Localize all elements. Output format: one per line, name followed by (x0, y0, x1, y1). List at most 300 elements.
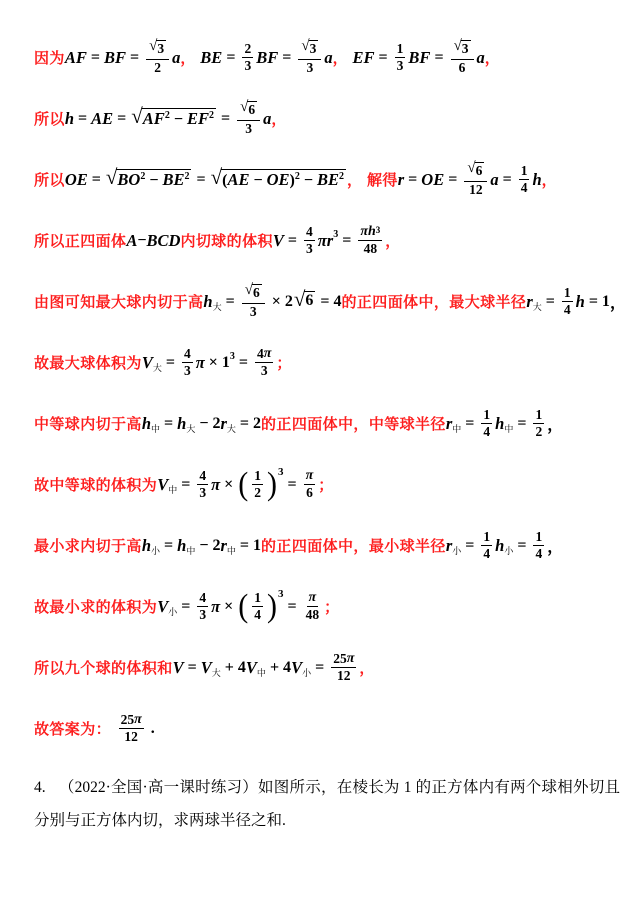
superscript: 2 (164, 110, 170, 121)
math-var: BF (103, 47, 126, 67)
cn-text: 所以 (34, 172, 65, 189)
math-text: 3 (396, 58, 404, 73)
math-var: π (346, 650, 355, 666)
denominator (304, 60, 315, 75)
numerator (464, 162, 487, 182)
fraction (146, 40, 169, 75)
formula-line-4 (34, 210, 622, 271)
math-text: 3 (245, 120, 252, 136)
math-text: ， (609, 295, 626, 312)
subscript: 中 (504, 424, 514, 434)
math-text: . (146, 719, 155, 737)
cn-text: 故最小求的体积为 (34, 599, 158, 616)
math-text: ， (547, 417, 564, 434)
cn-text: ， (180, 50, 201, 67)
denominator (395, 58, 406, 73)
math-var: r (397, 169, 405, 189)
denominator (335, 668, 353, 683)
fraction (197, 591, 208, 622)
math-var: AF (142, 109, 165, 128)
formula-line-7 (34, 393, 622, 454)
math-text: 48 (363, 241, 378, 257)
math-text: − 2 (195, 414, 221, 432)
math-var: π (263, 345, 272, 361)
math-var: V (291, 657, 303, 677)
subscript: 大 (532, 302, 542, 312)
math-var: h (64, 108, 74, 128)
numerator (562, 286, 573, 302)
math-var: r (445, 413, 453, 433)
math-text: 12 (469, 181, 483, 197)
math-var: BF (256, 47, 279, 67)
numerator (242, 42, 253, 58)
cn-text: 所以九个球的体积和 (34, 660, 173, 677)
fraction (533, 530, 544, 561)
math-text: = (160, 536, 178, 554)
math-text: ) (289, 172, 295, 189)
fraction (481, 408, 492, 439)
math-var: r (220, 535, 227, 555)
cn-text: 最小求内切于高 (34, 538, 142, 555)
math-var: h (495, 535, 505, 555)
numerator (395, 42, 406, 58)
radicand (461, 40, 471, 58)
math-text: = (283, 475, 301, 493)
denominator (457, 60, 468, 75)
subscript: 中 (256, 668, 266, 678)
radicand (247, 101, 257, 119)
numerator (451, 40, 474, 60)
formula-line-2 (34, 88, 622, 149)
radical-icon: √ (131, 104, 143, 128)
formula-line-12 (34, 698, 622, 759)
radicand (252, 284, 262, 302)
superscript: 3 (278, 587, 284, 600)
math-text: = (113, 109, 131, 127)
math-text: = (541, 292, 559, 310)
fraction (304, 469, 316, 501)
math-text: + 4 (220, 658, 246, 676)
math-text: 6 (248, 102, 256, 118)
denominator (519, 180, 530, 195)
open-paren: ( (238, 588, 249, 624)
cn-text: ， (385, 233, 401, 250)
math-var: h (203, 291, 213, 311)
cn-text: ， (484, 50, 501, 67)
math-var: r (220, 413, 227, 433)
denominator (122, 729, 140, 744)
radical-icon: √ (293, 287, 306, 311)
math-text: 4 (563, 302, 571, 317)
math-text: ， (547, 539, 564, 556)
superscript: 2 (140, 171, 146, 182)
numerator (298, 40, 321, 60)
math-text: 4 (256, 346, 264, 362)
math-text: 4 (483, 424, 491, 439)
math-var: πh (360, 223, 376, 239)
math-text: 3 (249, 303, 257, 319)
math-var: π (195, 352, 205, 372)
numerator (237, 101, 260, 121)
subscript: 大 (152, 363, 162, 373)
math-text: = (374, 48, 392, 66)
math-text: = (283, 231, 302, 249)
fraction (358, 225, 382, 257)
math-var: OE (64, 169, 88, 189)
numerator (358, 225, 382, 242)
sqrt (131, 104, 216, 129)
math-text: = 1 (584, 292, 610, 310)
sqrt (467, 162, 484, 180)
fraction (252, 469, 263, 500)
math-var: V (157, 596, 169, 616)
subscript: 小 (168, 607, 178, 617)
math-text: − 2 (195, 536, 221, 554)
math-text: = (311, 658, 329, 676)
math-text: 3 (244, 58, 252, 73)
numerator (242, 284, 265, 304)
math-var: h (141, 413, 151, 433)
radicand (309, 40, 319, 58)
math-text: 2 (535, 424, 543, 439)
cn-text: ； (276, 355, 292, 372)
math-text: 6 (475, 163, 483, 179)
fraction (182, 347, 193, 378)
subscript: 大 (186, 424, 196, 434)
numerator (252, 469, 263, 485)
math-text: 1 (483, 528, 491, 544)
fraction (197, 469, 208, 500)
math-text: 6 (305, 292, 314, 309)
math-text: × 1 (204, 353, 230, 371)
math-var: a (263, 108, 272, 128)
math-text: − (299, 172, 317, 189)
radical-icon: √ (105, 165, 118, 189)
math-text: 1 (535, 528, 543, 544)
superscript: 3 (278, 465, 284, 478)
numerator (182, 347, 193, 363)
math-text: 1 (396, 40, 404, 56)
math-text: 1 (563, 284, 571, 300)
radicand (475, 162, 485, 180)
math-text: 2 (254, 485, 261, 500)
math-var: OE (266, 170, 290, 189)
sqrt (293, 287, 316, 312)
math-text: = (444, 170, 462, 188)
numerator (533, 530, 544, 546)
math-text: × 2 (267, 292, 293, 310)
math-text: 4 (520, 180, 528, 195)
math-var: a (490, 169, 499, 189)
math-text: = (222, 48, 240, 66)
subscript: 小 (504, 546, 514, 556)
math-var: AF (64, 47, 87, 67)
math-text: 3 (199, 485, 207, 500)
fraction (298, 40, 321, 75)
fraction (119, 713, 144, 745)
math-text: = (216, 109, 235, 127)
cn-text: ， (346, 172, 367, 189)
superscript: 2 (184, 171, 190, 182)
denominator (197, 485, 208, 500)
math-var: AE (227, 170, 250, 189)
numerator (197, 469, 208, 485)
fraction (481, 530, 492, 561)
math-text: ( (222, 172, 228, 189)
fraction (451, 40, 474, 75)
subscript: 小 (151, 546, 161, 556)
radicand (156, 40, 166, 58)
fraction (255, 347, 273, 379)
radicand (116, 169, 191, 190)
denominator (304, 485, 315, 500)
cn-text: 故中等球的体积为 (34, 477, 158, 494)
math-text: − (137, 231, 147, 249)
superscript: 3 (229, 351, 235, 362)
formula-line-9 (34, 515, 622, 576)
numerator (304, 469, 316, 486)
math-var: V (141, 352, 153, 372)
denominator (252, 607, 263, 622)
numerator (252, 591, 263, 607)
radical-icon: √ (467, 160, 476, 177)
math-var: r (526, 291, 533, 311)
cn-text: ， (541, 172, 558, 189)
denominator (242, 58, 253, 73)
math-text: × (220, 475, 238, 493)
math-text: 3 (306, 241, 313, 256)
formula-line-6 (34, 332, 622, 393)
math-var: h (177, 535, 187, 555)
denominator (533, 546, 544, 561)
math-text: 4 (306, 223, 313, 239)
fraction (242, 284, 265, 319)
cn-text: ， (271, 111, 287, 128)
subscript: 大 (212, 302, 222, 312)
math-var: BF (408, 47, 431, 67)
math-text: 4 (183, 345, 191, 361)
math-var: h (177, 413, 187, 433)
math-text: = (192, 170, 210, 188)
math-text: 3 (461, 41, 469, 57)
denominator (182, 363, 193, 378)
subscript: 中 (452, 424, 462, 434)
cn-text: 所以 (34, 111, 65, 128)
math-var: OE (421, 169, 445, 189)
math-text: = (160, 414, 178, 432)
math-text: 4 (483, 546, 491, 561)
cn-text: 所以正四面体 (34, 233, 127, 250)
math-var: V (272, 230, 284, 250)
math-var: V (245, 657, 257, 677)
sqrt (149, 40, 166, 58)
cn-text: 解得 (366, 172, 398, 189)
math-var: h (141, 535, 151, 555)
denominator (248, 304, 259, 319)
math-text: = (338, 231, 356, 249)
math-var: BE (162, 170, 185, 189)
denominator (304, 241, 315, 256)
math-text: = (221, 292, 239, 310)
cn-text: 的正四面体中，最小球半径 (261, 538, 446, 555)
math-text: = (278, 48, 296, 66)
math-text: = (125, 48, 144, 66)
denominator (481, 424, 492, 439)
denominator (481, 546, 492, 561)
denominator (259, 363, 270, 378)
math-var: h (575, 291, 585, 311)
radical-icon: √ (301, 38, 310, 55)
problem-paragraph (34, 771, 620, 837)
cn-text: 因为 (34, 50, 65, 67)
radical-icon: √ (244, 282, 253, 299)
math-text: 4 (199, 467, 207, 483)
numerator (481, 530, 492, 546)
denominator (533, 424, 544, 439)
math-text: = 4 (316, 292, 342, 310)
fraction (252, 591, 263, 622)
math-text: 12 (337, 668, 351, 684)
math-text: 48 (305, 607, 320, 623)
math-var: BE (316, 170, 339, 189)
math-var: V (172, 657, 184, 677)
math-var: r (445, 535, 453, 555)
math-var: π (211, 596, 221, 616)
cn-text: ， (359, 660, 375, 677)
cn-text: 的正四面体中，最大球半径 (341, 294, 527, 311)
math-text: 1 (520, 162, 528, 178)
math-var: BCD (146, 230, 181, 250)
superscript: 2 (208, 110, 214, 121)
denominator (243, 121, 254, 136)
denominator (252, 485, 263, 500)
math-var: V (157, 474, 169, 494)
math-text: − (145, 172, 163, 189)
math-text: + 4 (265, 658, 292, 676)
math-text: 3 (199, 607, 207, 622)
cn-text: 内切球的体积 (180, 233, 273, 250)
sqrt (210, 165, 346, 190)
denominator (152, 60, 163, 75)
denominator (197, 607, 208, 622)
math-var: π (134, 711, 142, 727)
cn-text: 故最大球体积为 (34, 355, 142, 372)
math-text: 4 (199, 589, 207, 605)
math-text: = (177, 597, 195, 615)
numerator (119, 713, 144, 730)
fraction (519, 164, 530, 195)
formula-line-8 (34, 454, 622, 515)
fraction (331, 652, 356, 684)
radicand (142, 108, 216, 129)
problem-number: 4. (34, 779, 46, 796)
subscript: 中 (168, 485, 178, 495)
math-text: 3 (183, 363, 191, 378)
math-text: = (183, 658, 201, 676)
fraction (304, 591, 322, 623)
math-var: π (211, 474, 221, 494)
math-text: 6 (252, 285, 260, 301)
numerator (519, 164, 530, 180)
fraction (533, 408, 544, 439)
subscript: 大 (211, 668, 221, 678)
math-var: BE (200, 47, 223, 67)
math-text: = (498, 170, 516, 188)
math-text: 6 (306, 485, 313, 501)
sqrt (301, 40, 318, 58)
numerator (307, 591, 319, 608)
numerator (304, 225, 315, 241)
math-text: = (513, 536, 531, 554)
denominator (562, 302, 573, 317)
close-paren: ) (267, 466, 277, 502)
math-text: 6 (458, 59, 466, 75)
radicand (304, 291, 315, 310)
math-text: 3 (306, 59, 314, 75)
cn-text: ； (324, 599, 340, 616)
fraction (242, 42, 253, 73)
math-text: = (87, 170, 105, 188)
math-text: 2 (244, 40, 252, 56)
numerator (481, 408, 492, 424)
math-var: V (200, 657, 212, 677)
radical-icon: √ (453, 38, 462, 55)
formula-line-10 (34, 576, 622, 637)
fraction (395, 42, 406, 73)
subscript: 中 (151, 424, 161, 434)
math-text: 2 (154, 59, 161, 75)
sqrt (245, 284, 262, 302)
math-text: = (283, 597, 301, 615)
solution-lines (34, 27, 626, 759)
math-text: 1 (483, 406, 491, 422)
formula-line-3 (34, 149, 622, 210)
cn-text: 的正四面体中，中等球半径 (261, 416, 446, 433)
math-text: = (74, 109, 92, 127)
math-var: π (308, 589, 317, 605)
subscript: 中 (226, 546, 236, 556)
open-paren: ( (238, 466, 249, 502)
math-var: EF (186, 109, 209, 128)
math-text: 12 (124, 729, 138, 745)
math-text: 3 (260, 363, 268, 379)
radical-icon: √ (210, 165, 223, 189)
math-var: a (172, 47, 181, 67)
math-text: = 1 (235, 536, 262, 554)
denominator (467, 182, 485, 197)
formula-line-5 (34, 271, 626, 332)
math-text: = (430, 48, 448, 66)
math-text: 3 (157, 41, 165, 57)
math-text: = (461, 536, 479, 554)
subscript: 大 (226, 424, 236, 434)
numerator (331, 652, 356, 669)
fraction (237, 101, 260, 136)
math-var: a (476, 47, 485, 67)
subscript: 中 (186, 546, 196, 556)
math-text: 25 (120, 712, 135, 728)
sqrt (240, 101, 257, 119)
math-text: = (513, 414, 531, 432)
math-text: 1 (254, 467, 261, 483)
math-text: = 2 (235, 414, 262, 432)
formula-line-1 (34, 27, 622, 88)
cn-text: ， (332, 50, 353, 67)
superscript: 2 (338, 171, 344, 182)
close-paren: ) (267, 588, 277, 624)
math-text: × (220, 597, 238, 615)
fraction (562, 286, 573, 317)
